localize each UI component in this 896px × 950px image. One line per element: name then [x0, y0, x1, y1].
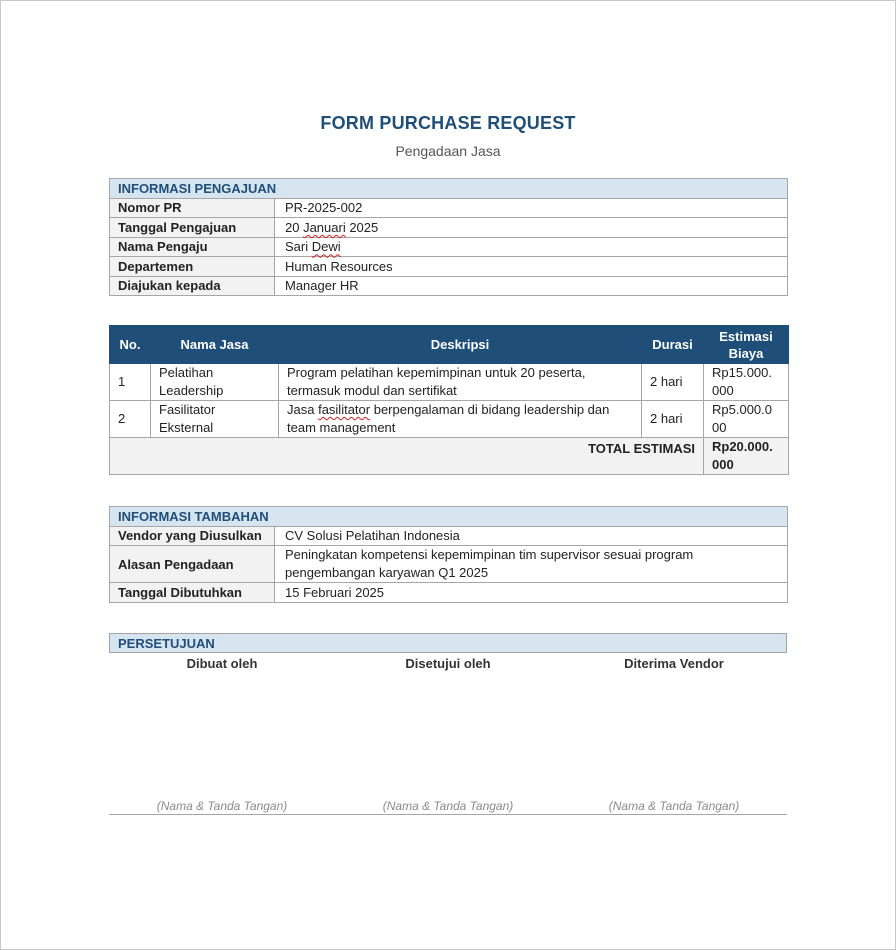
cell-text: Jasa — [287, 402, 319, 417]
table-row — [110, 276, 788, 296]
cell-durasi[interactable]: 2 hari — [642, 364, 704, 401]
cell-text: 000 — [712, 457, 734, 472]
cell-text: termasuk modul dan sertifikat — [287, 383, 457, 398]
cell-text: 00 — [712, 420, 727, 435]
cell-text: team management — [287, 420, 396, 435]
value-text: pengembangan karyawan Q1 2025 — [285, 565, 489, 580]
signature-placeholder[interactable]: (Nama & Tanda Tangan) — [156, 799, 288, 813]
field-label: Tanggal Pengajuan — [110, 218, 275, 238]
table-header-row — [110, 326, 789, 364]
column-header-nama-jasa: Nama Jasa — [151, 326, 279, 364]
field-label: Nama Pengaju — [110, 237, 275, 257]
spellcheck-word[interactable]: Januari — [303, 219, 346, 235]
cell-no[interactable]: 1 — [110, 364, 151, 401]
field-value-nomor-pr[interactable]: PR-2025-002 — [275, 198, 788, 218]
field-value-alasan[interactable] — [275, 546, 788, 583]
signature-divider — [109, 814, 787, 815]
table-row — [110, 218, 788, 238]
table-row — [110, 257, 788, 277]
cell-no[interactable]: 2 — [110, 401, 151, 438]
field-value-departemen[interactable]: Human Resources — [275, 257, 788, 277]
table-row — [110, 237, 788, 257]
column-header-estimasi-biaya — [704, 326, 789, 364]
section-title-tambahan: INFORMASI TAMBAHAN — [110, 507, 788, 527]
cell-text: Fasilitator — [159, 402, 216, 417]
field-label: Tanggal Dibutuhkan — [110, 583, 275, 603]
form-title: FORM PURCHASE REQUEST — [320, 113, 576, 133]
cell-deskripsi[interactable] — [279, 364, 642, 401]
signature-head-dibuat: Dibuat oleh — [186, 656, 258, 671]
table-row — [110, 526, 788, 546]
signature-placeholder[interactable]: (Nama & Tanda Tangan) — [608, 799, 740, 813]
signature-head-disetujui: Disetujui oleh — [405, 656, 491, 671]
field-label: Nomor PR — [110, 198, 275, 218]
field-value-tanggal-pengajuan[interactable] — [275, 218, 788, 238]
value-text: Sari — [285, 239, 312, 255]
column-header-deskripsi: Deskripsi — [279, 326, 642, 364]
cell-text: Rp20.000. — [712, 439, 773, 454]
cell-text: Eksternal — [159, 420, 214, 435]
field-label: Diajukan kepada — [110, 276, 275, 296]
cell-text: 000 — [712, 383, 734, 398]
table-row — [110, 583, 788, 603]
info-pengajuan-table — [109, 178, 788, 296]
field-value-nama-pengaju[interactable] — [275, 237, 788, 257]
signature-placeholder[interactable]: (Nama & Tanda Tangan) — [382, 799, 514, 813]
total-row — [110, 438, 789, 475]
cell-text: Rp5.000.0 — [712, 402, 772, 417]
section-title-persetujuan: PERSETUJUAN — [109, 633, 787, 653]
table-row — [110, 364, 789, 401]
cell-text: berpengalaman di bidang leadership dan — [370, 402, 610, 417]
cell-nama-jasa[interactable] — [151, 364, 279, 401]
field-label: Alasan Pengadaan — [110, 546, 275, 583]
field-label: Vendor yang Diusulkan — [110, 526, 275, 546]
field-value-vendor[interactable]: CV Solusi Pelatihan Indonesia — [275, 526, 788, 546]
spellcheck-word[interactable]: Dewi — [311, 239, 341, 255]
cell-text: Program pelatihan kepemimpinan untuk 20 peserta, — [287, 365, 586, 380]
value-text: 2025 — [345, 219, 379, 235]
table-row — [110, 198, 788, 218]
cell-deskripsi[interactable] — [279, 401, 642, 438]
section-title-pengajuan: INFORMASI PENGAJUAN — [110, 179, 788, 199]
cell-durasi[interactable]: 2 hari — [642, 401, 704, 438]
header-text: Biaya — [728, 345, 764, 361]
items-table — [109, 325, 789, 475]
total-value[interactable] — [704, 438, 789, 475]
value-text: Peningkatan kompetensi kepemimpinan tim supervisor sesuai program — [285, 547, 694, 562]
spellcheck-word[interactable]: fasilitator — [318, 402, 371, 417]
cell-text: Pelatihan — [159, 365, 214, 380]
cell-nama-jasa[interactable] — [151, 401, 279, 438]
cell-biaya[interactable] — [704, 401, 789, 438]
cell-text: Leadership — [159, 383, 224, 398]
field-value-diajukan-kepada[interactable]: Manager HR — [275, 276, 788, 296]
table-row — [110, 546, 788, 583]
table-row — [110, 401, 789, 438]
cell-biaya[interactable] — [704, 364, 789, 401]
info-tambahan-table — [109, 506, 788, 603]
form-subtitle: Pengadaan Jasa — [395, 143, 501, 159]
signature-head-diterima: Diterima Vendor — [624, 656, 724, 671]
column-header-no: No. — [110, 326, 151, 364]
value-text: 20 — [285, 219, 304, 235]
field-label: Departemen — [110, 257, 275, 277]
header-text: Estimasi — [719, 328, 773, 344]
cell-text: Rp15.000. — [712, 365, 772, 380]
column-header-durasi: Durasi — [642, 326, 704, 364]
field-value-tanggal-dibutuhkan[interactable]: 15 Februari 2025 — [275, 583, 788, 603]
total-label: TOTAL ESTIMASI — [110, 438, 704, 475]
